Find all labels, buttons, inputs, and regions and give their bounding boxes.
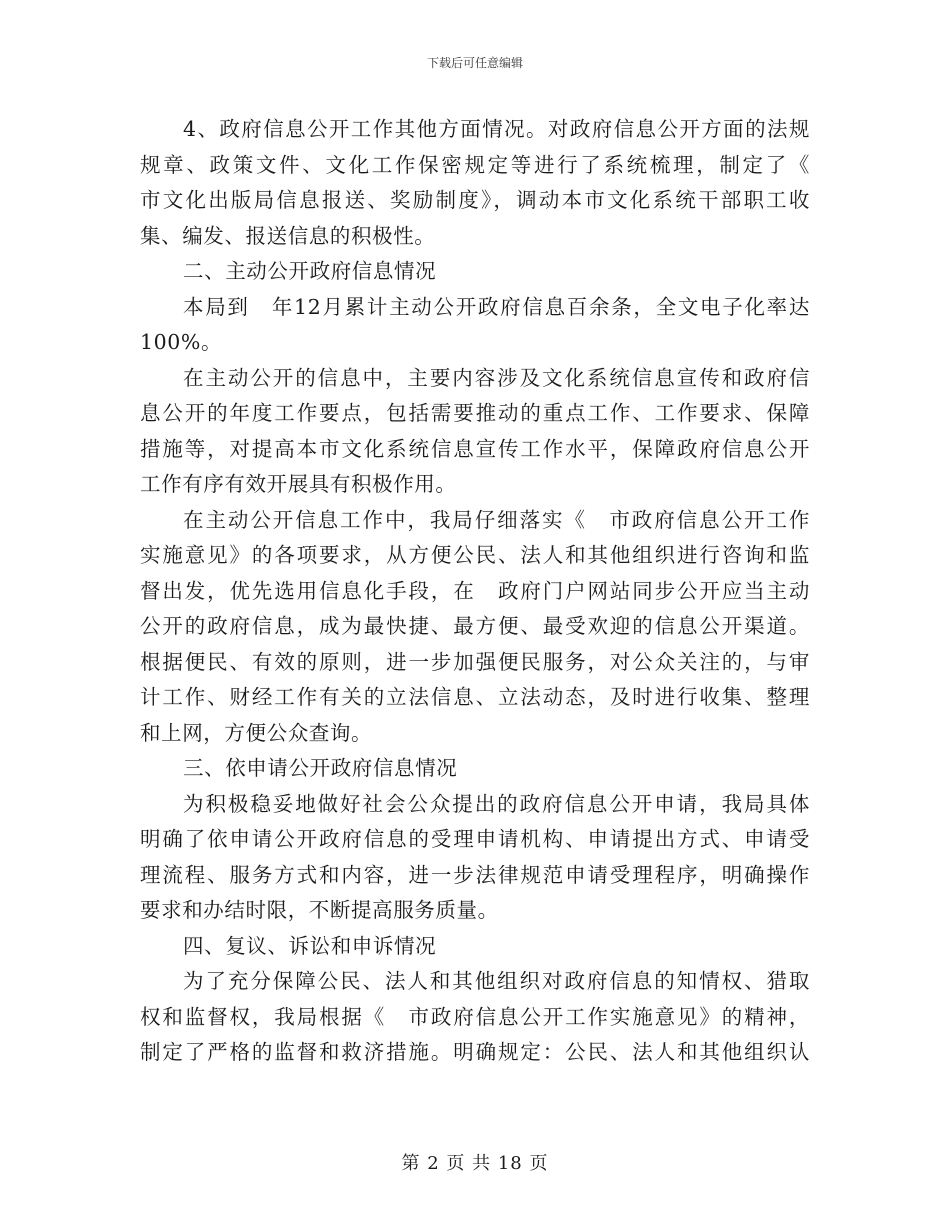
text-line: 为了充分保障公民、法人和其他组织对政府信息的知情权、猎取 — [183, 969, 810, 993]
text-line: 公开的政府信息，成为最快捷、最方便、最受欢迎的信息公开渠道。 — [140, 614, 810, 638]
text-line: 措施等，对提高本市文化系统信息宣传工作水平，保障政府信息公开 — [140, 436, 810, 461]
page-header: 下载后可任意编辑 — [426, 56, 523, 70]
text-line: 权和监督权，我局根据《 市政府信息公开工作实施意见》的精神， — [140, 1004, 810, 1029]
text-line: 要求和办结时限，不断提高服务质量。 — [140, 898, 499, 922]
page-number: 第 2 页 共 18 页 — [401, 1153, 549, 1174]
text-line: 集、编发、报送信息的积极性。 — [140, 223, 436, 248]
text-line: 理流程、服务方式和内容，进一步法律规范申请受理程序，明确操作 — [140, 862, 810, 887]
text-line: 在主动公开的信息中，主要内容涉及文化系统信息宣传和政府信 — [183, 365, 810, 390]
text-line: 4、政府信息公开工作其他方面情况。对政府信息公开方面的法规 — [183, 117, 810, 141]
text-line: 明确了依申请公开政府信息的受理申请机构、申请提出方式、申请受 — [140, 827, 810, 851]
text-line: 本局到 年12月累计主动公开政府信息百余条，全文电子化率达 — [183, 294, 810, 319]
text-line: 根据便民、有效的原则，进一步加强便民服务，对公众关注的，与审 — [140, 649, 810, 674]
text-line: 实施意见》的各项要求，从方便公民、法人和其他组织进行咨询和监 — [140, 543, 810, 567]
text-line: 为积极稳妥地做好社会公众提出的政府信息公开申请，我局具体 — [183, 791, 810, 816]
text-line: 和上网，方便公众查询。 — [140, 720, 373, 745]
text-line: 计工作、财经工作有关的立法信息、立法动态，及时进行收集、整理 — [140, 685, 810, 709]
text-line: 规章、政策文件、文化工作保密规定等进行了系统梳理，制定了《 — [140, 152, 810, 177]
section-heading: 三、依申请公开政府信息情况 — [183, 756, 458, 780]
text-line: 息公开的年度工作要点，包括需要推动的重点工作、工作要求、保障 — [140, 401, 810, 425]
text-line: 督出发，优先选用信息化手段，在 政府门户网站同步公开应当主动 — [140, 578, 810, 603]
section-heading: 四、复议、诉讼和申诉情况 — [183, 933, 437, 958]
section-heading: 二、主动公开政府信息情况 — [183, 259, 437, 283]
text-line: 工作有序有效开展具有积极作用。 — [140, 472, 457, 496]
text-line: 在主动公开信息工作中，我局仔细落实《 市政府信息公开工作 — [183, 507, 810, 532]
text-line: 制定了严格的监督和救济措施。明确规定：公民、法人和其他组织认 — [140, 1040, 810, 1064]
document-body — [140, 112, 810, 1071]
text-line: 市文化出版局信息报送、奖励制度》，调动本市文化系统干部职工收 — [140, 188, 810, 212]
text-line: 100%。 — [140, 330, 223, 354]
